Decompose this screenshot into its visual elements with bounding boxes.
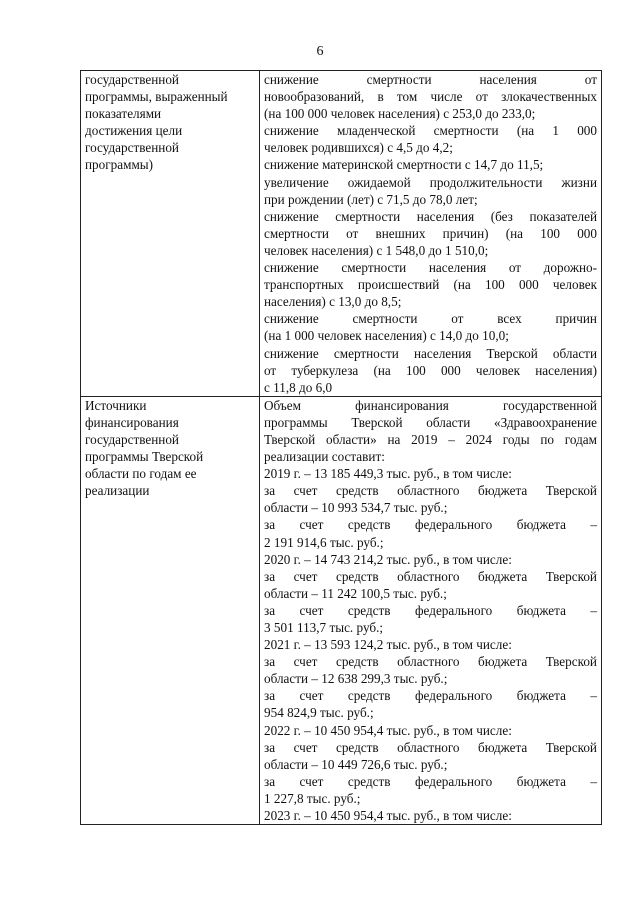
row-value-line: снижение смертности населения от дорожно-: [264, 260, 597, 276]
row-value-line: увеличение ожидаемой продолжительности жизни: [264, 174, 597, 190]
row-value-line: с 11,8 до 6,0: [264, 379, 333, 395]
program-passport-table: [80, 70, 602, 825]
row-value-line: (на 100 000 человек населения) с 253,0 до 233,0;: [264, 106, 536, 122]
row-value-line: человек населения) с 1 548,0 до 1 510,0;: [264, 242, 489, 258]
row-label-line: Источники: [85, 397, 147, 413]
row-value-line: за счет средств федерального бюджета –: [264, 773, 597, 789]
row-value-line: 2 191 914,6 тыс. руб.;: [264, 534, 384, 550]
row-value-line: за счет средств федерального бюджета –: [264, 517, 597, 533]
row-value-line: транспортных происшествий (на 100 000 человек: [264, 277, 597, 293]
row-value-line: 2022 г. – 10 450 954,4 тыс. руб., в том числе:: [264, 722, 512, 738]
row-label-line: программы, выраженный: [85, 89, 228, 105]
row-value-line: от туберкулеза (на 100 000 человек населения): [264, 362, 597, 378]
row-value-line: за счет средств областного бюджета Тверской: [264, 568, 597, 584]
row-value-line: снижение смертности населения от: [264, 72, 597, 87]
row-label-line: финансирования: [85, 414, 179, 430]
row-label-line: программы Тверской: [85, 449, 204, 465]
row-value-line: программы Тверской области «Здравоохранение: [264, 414, 597, 430]
page-number: 6: [316, 44, 324, 59]
row-value-line: за счет средств федерального бюджета –: [264, 688, 597, 704]
row-value-line: новообразований, в том числе от злокачественных: [264, 89, 597, 105]
row-value-line: 3 501 113,7 тыс. руб.;: [264, 620, 384, 635]
row-value-line: 2021 г. – 13 593 124,2 тыс. руб., в том числе:: [264, 637, 512, 653]
row-label-cell: [81, 71, 260, 397]
row-value-line: 2019 г. – 13 185 449,3 тыс. руб., в том числе:: [264, 466, 512, 482]
row-value-line: за счет средств областного бюджета Тверской: [264, 739, 597, 755]
row-value-line: Объем финансирования государственной: [264, 397, 597, 413]
row-value-line: за счет средств федерального бюджета –: [264, 602, 597, 618]
row-value-line: реализации составит:: [264, 449, 385, 465]
row-value-cell: [260, 71, 602, 397]
table-row: [81, 396, 602, 824]
row-value-line: области – 10 449 726,6 тыс. руб.;: [264, 756, 448, 772]
row-value-line: 954 824,9 тыс. руб.;: [264, 705, 374, 721]
row-label-line: государственной: [85, 140, 179, 156]
row-value-line: снижение смертности населения (без показателей: [264, 208, 597, 224]
row-label-line: программы): [85, 157, 154, 173]
row-value-line: при рождении (лет) с 71,5 до 78,0 лет;: [264, 191, 478, 207]
row-value-line: (на 1 000 человек населения) с 14,0 до 10,0;: [264, 328, 509, 344]
row-label-line: достижения цели: [85, 123, 183, 139]
row-value-line: 2023 г. – 10 450 954,4 тыс. руб., в том числе:: [264, 808, 512, 824]
row-value-line: снижение смертности населения Тверской области: [264, 345, 597, 361]
row-label-line: реализации: [85, 483, 150, 499]
table-row: [81, 71, 602, 397]
row-label-line: государственной: [85, 72, 179, 87]
row-value-line: снижение материнской смертности с 14,7 до 11,5;: [264, 157, 544, 173]
row-value-line: 2020 г. – 14 743 214,2 тыс. руб., в том числе:: [264, 551, 512, 567]
row-value-line: за счет средств областного бюджета Тверской: [264, 654, 597, 670]
row-value-line: области – 10 993 534,7 тыс. руб.;: [264, 500, 448, 516]
row-value-line: снижение младенческой смертности (на 1 000: [264, 123, 597, 139]
row-value-line: 1 227,8 тыс. руб.;: [264, 790, 361, 806]
row-value-line: Тверской области» на 2019 – 2024 годы по годам: [264, 431, 597, 447]
row-value-line: населения) с 13,0 до 8,5;: [264, 294, 402, 310]
row-value-line: снижение смертности от всех причин: [264, 311, 597, 327]
row-value-line: за счет средств областного бюджета Тверской: [264, 483, 597, 499]
row-label-cell: [81, 396, 260, 824]
row-label-line: государственной: [85, 431, 179, 447]
row-label-line: показателями: [85, 106, 162, 122]
row-label-line: области по годам ее: [85, 466, 197, 482]
row-value-line: смертности от внешних причин) (на 100 000: [264, 225, 597, 241]
row-value-line: области – 12 638 299,3 тыс. руб.;: [264, 671, 448, 687]
row-value-line: человек родившихся) с 4,5 до 4,2;: [264, 140, 453, 156]
row-value-line: области – 11 242 100,5 тыс. руб.;: [264, 585, 447, 601]
row-value-cell: [260, 396, 602, 824]
